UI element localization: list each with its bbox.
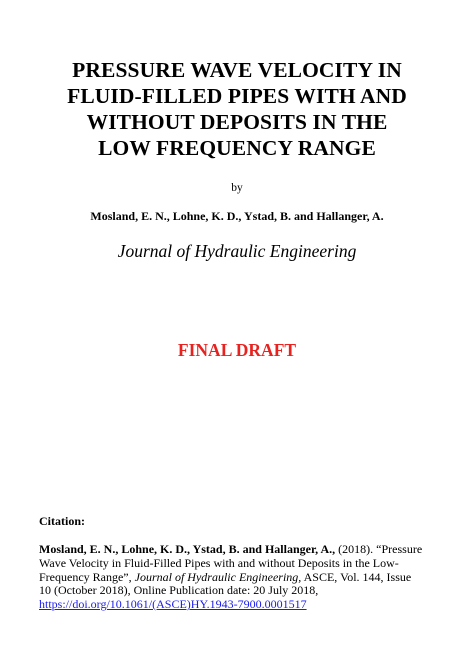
- citation-line-4: 10 (October 2018), Online Publication date: 20 July 2018,: [39, 583, 319, 598]
- status-final-draft: FINAL DRAFT: [177, 340, 297, 360]
- journal-name: Journal of Hydraulic Engineering: [117, 241, 357, 261]
- title-line: PRESSURE WAVE VELOCITY IN: [72, 58, 402, 82]
- citation-volume: ASCE, Vol. 144, Issue: [301, 569, 412, 584]
- doi-link[interactable]: https://doi.org/10.1061/(ASCE)HY.1943-7900.0001517: [39, 597, 307, 612]
- citation-heading: Citation:: [39, 514, 85, 528]
- by-label: by: [231, 182, 243, 194]
- title-line: FLUID-FILLED PIPES WITH AND: [67, 84, 407, 108]
- citation-line-2: Wave Velocity in Fluid-Filled Pipes with and without Deposits in the Low-: [39, 555, 399, 570]
- citation-journal: Journal of Hydraulic Engineering,: [134, 569, 302, 584]
- title-line: LOW FREQUENCY RANGE: [98, 136, 376, 160]
- citation-line-5: [39, 598, 439, 612]
- paper-title: [30, 57, 444, 161]
- citation-title-end: Frequency Range”,: [39, 569, 135, 584]
- citation-authors: Mosland, E. N., Lohne, K. D., Ystad, B. and Hallanger, A.,: [39, 542, 336, 556]
- title-line: WITHOUT DEPOSITS IN THE: [86, 110, 388, 134]
- authors: Mosland, E. N., Lohne, K. D., Ystad, B. and Hallanger, A.: [90, 209, 384, 223]
- citation-line-1: [39, 543, 439, 557]
- citation-block: [39, 543, 439, 612]
- citation-line-3: [39, 571, 439, 585]
- citation-year: (2018). “Pressure: [335, 542, 423, 556]
